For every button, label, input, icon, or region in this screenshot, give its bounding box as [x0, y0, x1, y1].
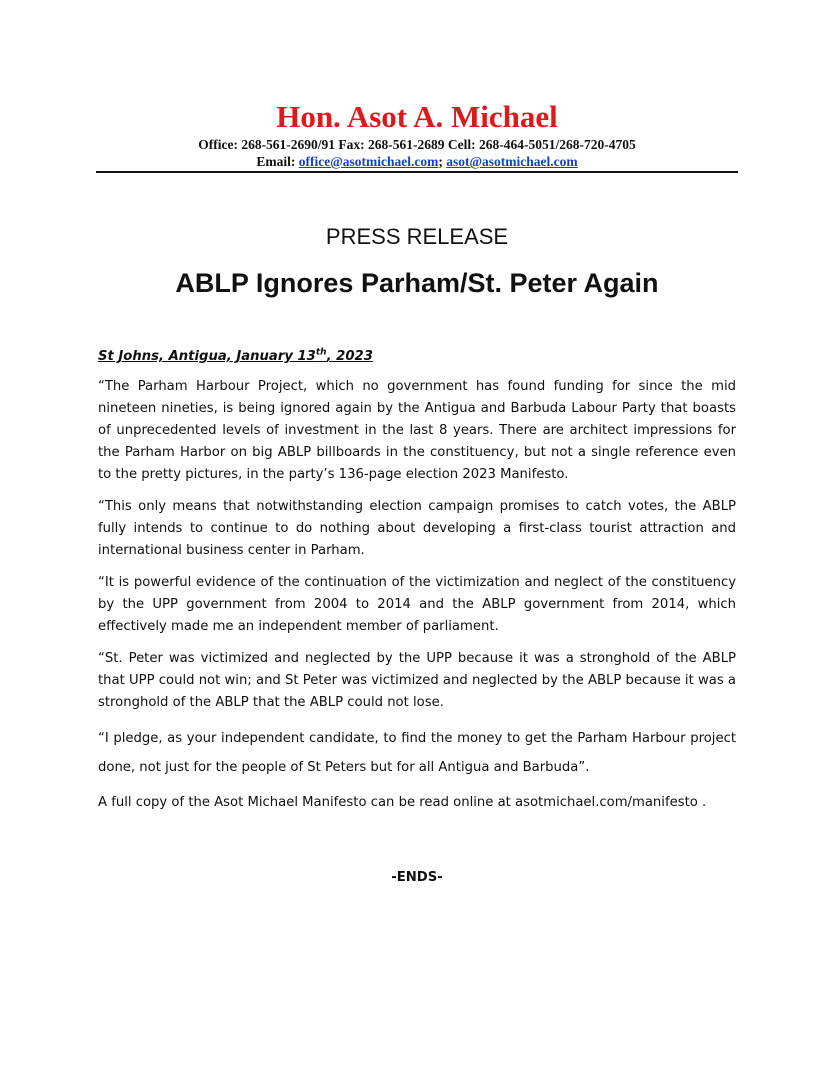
paragraph-st-peter: “St. Peter was victimized and neglected by the UPP because it was a stronghold of the ABLP that UPP could not win; and St Peter was victimized and neglected by the ABLP because it was a stronghold of the ABLP that the ABLP could not lose. — [98, 651, 736, 710]
press-release-label: PRESS RELEASE — [325, 224, 509, 249]
dateline-year: , 2023 — [326, 349, 373, 364]
press-release-body — [98, 346, 736, 814]
letterhead — [96, 98, 738, 170]
ends-marker: -ENDS- — [391, 870, 443, 885]
email-link-office[interactable]: office@asotmichael.com — [298, 154, 439, 169]
paragraph-pledge: “I pledge, as your independent candidate, to find the money to get the Parham Harbour project done, not just for the people of St Peters but for all Antigua and Barbuda”. — [98, 731, 736, 775]
email-line — [96, 153, 738, 170]
paragraph-harbour-project: “The Parham Harbour Project, which no government has found funding for since the mid nineteen nineties, is being ignored again by the Antigua and Barbuda Labour Party that boasts of unprecedented levels of investment in the last 8 years. There are architect impressions for the Parham Harbor on big ABLP billboards in the constituency, but not a single reference even to the pretty pictures, in the party’s 136-page election 2023 Manifesto. — [98, 379, 736, 482]
headline: ABLP Ignores Parham/St. Peter Again — [175, 268, 659, 298]
paragraph-manifesto-link: A full copy of the Asot Michael Manifesto can be read online at asotmichael.com/manifesto . — [98, 795, 707, 810]
paragraph-victimization: “It is powerful evidence of the continuation of the victimization and neglect of the constituency by the UPP government from 2004 to 2014 and the ABLP government from 2014, which effectively made me an independent member of parliament. — [98, 575, 736, 634]
dateline-ordinal: th — [315, 347, 327, 358]
email-label: Email: — [256, 154, 299, 169]
sender-name: Hon. Asot A. Michael — [276, 99, 558, 134]
dateline — [98, 346, 736, 368]
paragraph-campaign-promises: “This only means that notwithstanding election campaign promises to catch votes, the ABLP fully intends to continue to do nothing about developing a first-class tourist attraction and international business center in Parham. — [98, 499, 736, 558]
letterhead-divider — [96, 171, 738, 173]
dateline-text: St Johns, Antigua, January 13 — [98, 349, 316, 364]
contact-numbers: Office: 268-561-2690/91 Fax: 268-561-2689 Cell: 268-464-5051/268-720-4705 — [198, 137, 636, 152]
email-link-asot[interactable]: asot@asotmichael.com — [446, 154, 578, 169]
email-separator: ; — [438, 154, 447, 169]
